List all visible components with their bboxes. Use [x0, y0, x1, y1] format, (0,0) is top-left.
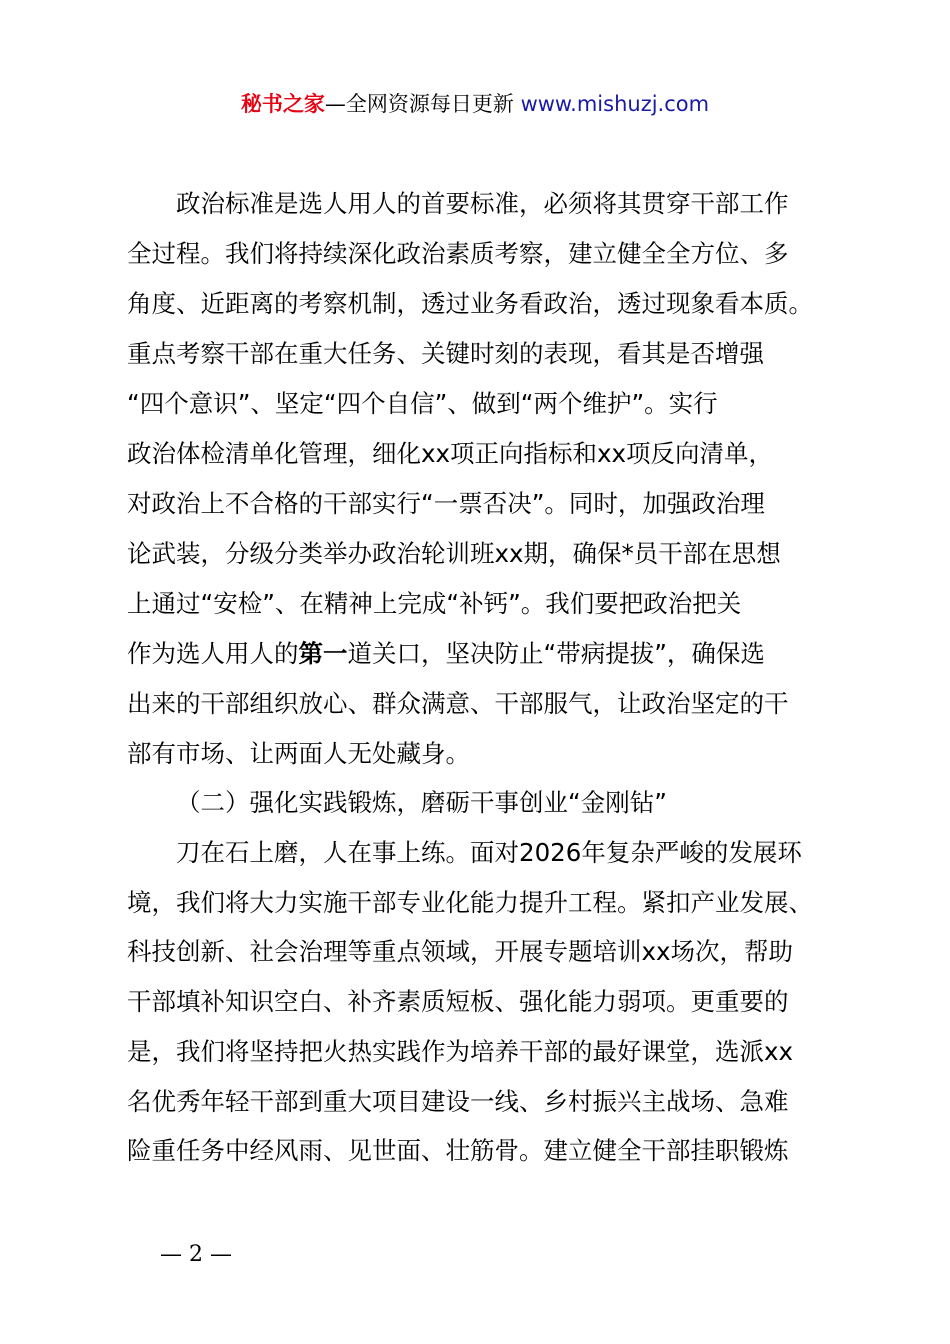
text-line: “四个意识”、坚定“四个自信”、做到“两个维护”。实行: [127, 389, 718, 418]
text-line: 名优秀年轻干部到重大项目建设一线、乡村振兴主战场、急难: [127, 1087, 789, 1116]
text-segment: 道关口，坚决防止“带病提拔”，确保选: [347, 639, 765, 668]
site-tagline: —全网资源每日更新: [324, 92, 514, 116]
text-line: 部有市场、让两面人无处藏身。: [127, 739, 470, 768]
text-line: 出来的干部组织放心、群众满意、干部服气，让政治坚定的干: [127, 689, 789, 718]
text-line: 境，我们将大力实施干部专业化能力提升工程。紧扣产业发展、: [127, 888, 813, 917]
section-heading: （二）强化实践锻炼，磨砺干事创业“金刚钻”: [176, 788, 667, 817]
text-line: 政治标准是选人用人的首要标准，必须将其贯穿干部工作: [176, 189, 789, 218]
page-number: — 2 —: [160, 1242, 232, 1267]
text-line: 刀在石上磨，人在事上练。面对2026年复杂严峻的发展环: [176, 838, 802, 867]
text-line: 政治体检清单化管理，细化xx项正向指标和xx项反向清单，: [127, 439, 773, 468]
text-line: 干部填补知识空白、补齐素质短板、强化能力弱项。更重要的: [127, 987, 789, 1016]
bold-text: 第一: [298, 639, 348, 668]
site-header: [0, 86, 950, 122]
text-line: 论武装，分级分类举办政治轮训班xx期，确保*员干部在思想: [127, 539, 781, 568]
text-line: 险重任务中经风雨、见世面、壮筋骨。建立健全干部挂职锻炼: [127, 1136, 789, 1165]
text-line: 全过程。我们将持续深化政治素质考察，建立健全全方位、多: [127, 239, 789, 268]
text-line: 重点考察干部在重大任务、关键时刻的表现，看其是否增强: [127, 339, 764, 368]
site-brand: 秘书之家: [240, 92, 325, 116]
text-line: 科技创新、社会治理等重点领域，开展专题培训xx场次，帮助: [127, 937, 793, 966]
text-line: [127, 629, 765, 679]
site-url[interactable]: www.mishuzj.com: [520, 92, 710, 116]
text-line: 是，我们将坚持把火热实践作为培养干部的最好课堂，选派xx: [127, 1037, 793, 1066]
text-line: 对政治上不合格的干部实行“一票否决”。同时，加强政治理: [127, 489, 765, 518]
text-segment: 作为选人用人的: [127, 639, 299, 668]
text-line: 角度、近距离的考察机制，透过业务看政治，透过现象看本质。: [127, 289, 813, 318]
text-line: 上通过“安检”、在精神上完成“补钙”。我们要把政治把关: [127, 589, 742, 618]
